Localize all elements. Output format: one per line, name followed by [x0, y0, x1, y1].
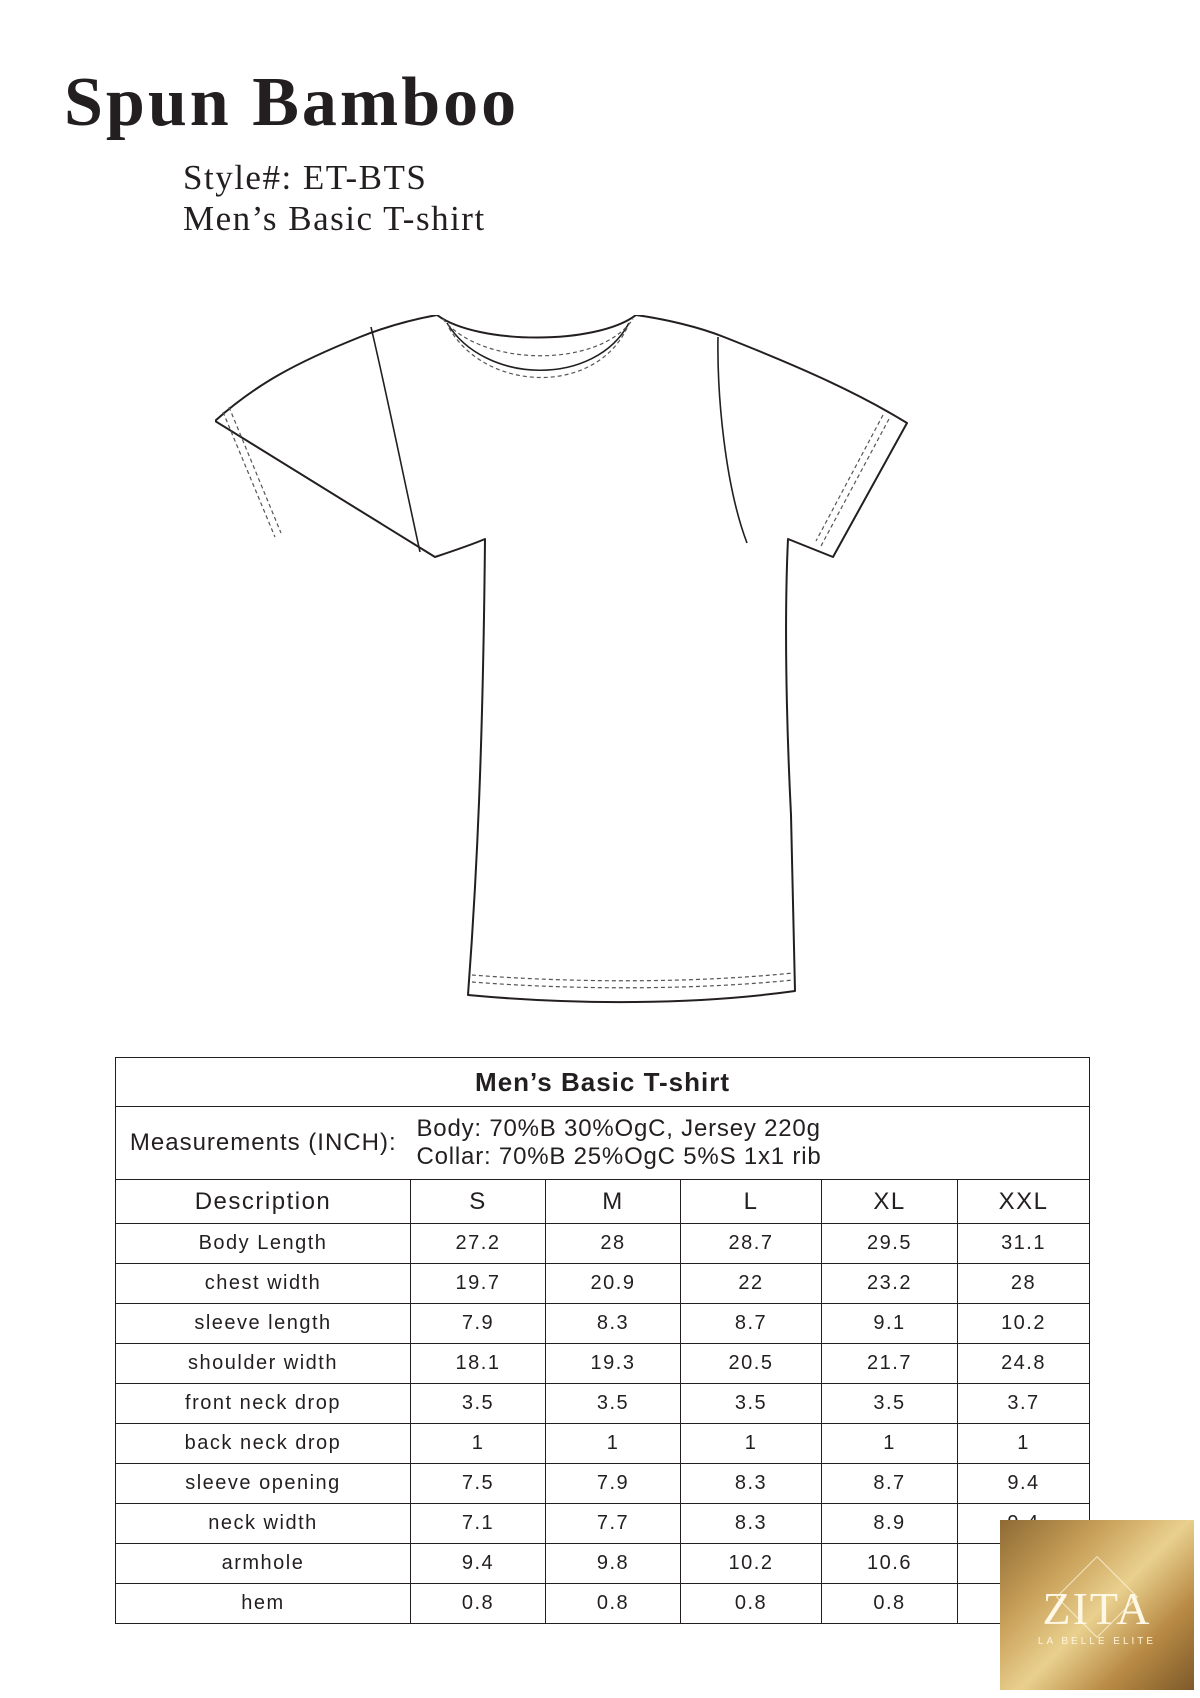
table-row	[116, 1504, 1090, 1544]
row-value: 9.8	[546, 1544, 681, 1584]
fabric-body: Body: 70%B 30%OgC, Jersey 220g	[416, 1115, 821, 1142]
table-row	[116, 1584, 1090, 1624]
row-value: 7.5	[411, 1464, 546, 1504]
row-value: 28	[958, 1264, 1090, 1304]
row-value: 19.7	[411, 1264, 546, 1304]
watermark-name: ZITA	[1042, 1583, 1152, 1634]
table-title: Men’s Basic T-shirt	[116, 1058, 1090, 1107]
row-value: 3.5	[411, 1384, 546, 1424]
brand-title: Spun Bamboo	[64, 64, 520, 141]
watermark-tagline: LA BELLE ELITE	[1037, 1636, 1157, 1647]
row-value: 8.3	[681, 1504, 822, 1544]
row-value: 9.4	[958, 1464, 1090, 1504]
row-value: 7.9	[546, 1464, 681, 1504]
fabric-collar: Collar: 70%B 25%OgC 5%S 1x1 rib	[416, 1143, 822, 1170]
row-description: Body Length	[116, 1224, 411, 1264]
row-value: 0.8	[546, 1584, 681, 1624]
row-value: 10.2	[681, 1544, 822, 1584]
row-value: 3.5	[681, 1384, 822, 1424]
size-spec-table	[115, 1057, 1090, 1624]
header-size-s: S	[411, 1180, 546, 1224]
row-value: 1	[681, 1424, 822, 1464]
header-size-l: L	[681, 1180, 822, 1224]
row-description: front neck drop	[116, 1384, 411, 1424]
row-value: 9.1	[822, 1304, 958, 1344]
table-row	[116, 1384, 1090, 1424]
row-value: 22	[681, 1264, 822, 1304]
measurements-label: Measurements (INCH):	[116, 1107, 411, 1180]
table-row	[116, 1344, 1090, 1384]
row-value: 0.8	[411, 1584, 546, 1624]
row-description: chest width	[116, 1264, 411, 1304]
row-value: 8.3	[546, 1304, 681, 1344]
row-description: shoulder width	[116, 1344, 411, 1384]
tshirt-sketch	[215, 315, 985, 1010]
row-value: 20.5	[681, 1344, 822, 1384]
style-number: Style#: ET-BTS	[183, 158, 428, 197]
row-value: 29.5	[822, 1224, 958, 1264]
product-name: Men’s Basic T-shirt	[183, 199, 486, 238]
row-description: sleeve opening	[116, 1464, 411, 1504]
row-value: 31.1	[958, 1224, 1090, 1264]
row-value: 23.2	[822, 1264, 958, 1304]
tshirt-outline	[215, 315, 907, 1010]
row-description: sleeve length	[116, 1304, 411, 1344]
row-value: 8.7	[822, 1464, 958, 1504]
row-value: 28	[546, 1224, 681, 1264]
row-value: 8.3	[681, 1464, 822, 1504]
table-body	[116, 1224, 1090, 1624]
row-description: hem	[116, 1584, 411, 1624]
table-row	[116, 1544, 1090, 1584]
row-value: 8.9	[822, 1504, 958, 1544]
row-value: 10.6	[822, 1544, 958, 1584]
row-value: 24.8	[958, 1344, 1090, 1384]
table-row	[116, 1224, 1090, 1264]
table-row	[116, 1264, 1090, 1304]
header-size-xxl: XXL	[958, 1180, 1090, 1224]
row-description: neck width	[116, 1504, 411, 1544]
header-size-xl: XL	[822, 1180, 958, 1224]
row-value: 7.9	[411, 1304, 546, 1344]
table-header-row	[116, 1180, 1090, 1224]
row-value: 1	[822, 1424, 958, 1464]
fabric-composition	[411, 1107, 1090, 1180]
row-value: 19.3	[546, 1344, 681, 1384]
row-value: 27.2	[411, 1224, 546, 1264]
header-description: Description	[116, 1180, 411, 1224]
row-value: 3.5	[822, 1384, 958, 1424]
row-value: 1	[546, 1424, 681, 1464]
row-value: 10.2	[958, 1304, 1090, 1344]
row-description: back neck drop	[116, 1424, 411, 1464]
zita-watermark	[1000, 1520, 1194, 1690]
table-row	[116, 1464, 1090, 1504]
row-value: 28.7	[681, 1224, 822, 1264]
row-value: 1	[411, 1424, 546, 1464]
row-value: 7.1	[411, 1504, 546, 1544]
row-value: 1	[958, 1424, 1090, 1464]
table-row	[116, 1304, 1090, 1344]
row-value: 3.7	[958, 1384, 1090, 1424]
header-size-m: M	[546, 1180, 681, 1224]
row-value: 18.1	[411, 1344, 546, 1384]
row-value: 0.8	[822, 1584, 958, 1624]
row-value: 3.5	[546, 1384, 681, 1424]
shirt-final	[215, 315, 907, 1002]
row-value: 7.7	[546, 1504, 681, 1544]
row-value: 9.4	[411, 1544, 546, 1584]
row-value: 20.9	[546, 1264, 681, 1304]
row-value: 0.8	[681, 1584, 822, 1624]
row-description: armhole	[116, 1544, 411, 1584]
row-value: 21.7	[822, 1344, 958, 1384]
row-value: 8.7	[681, 1304, 822, 1344]
table-row	[116, 1424, 1090, 1464]
